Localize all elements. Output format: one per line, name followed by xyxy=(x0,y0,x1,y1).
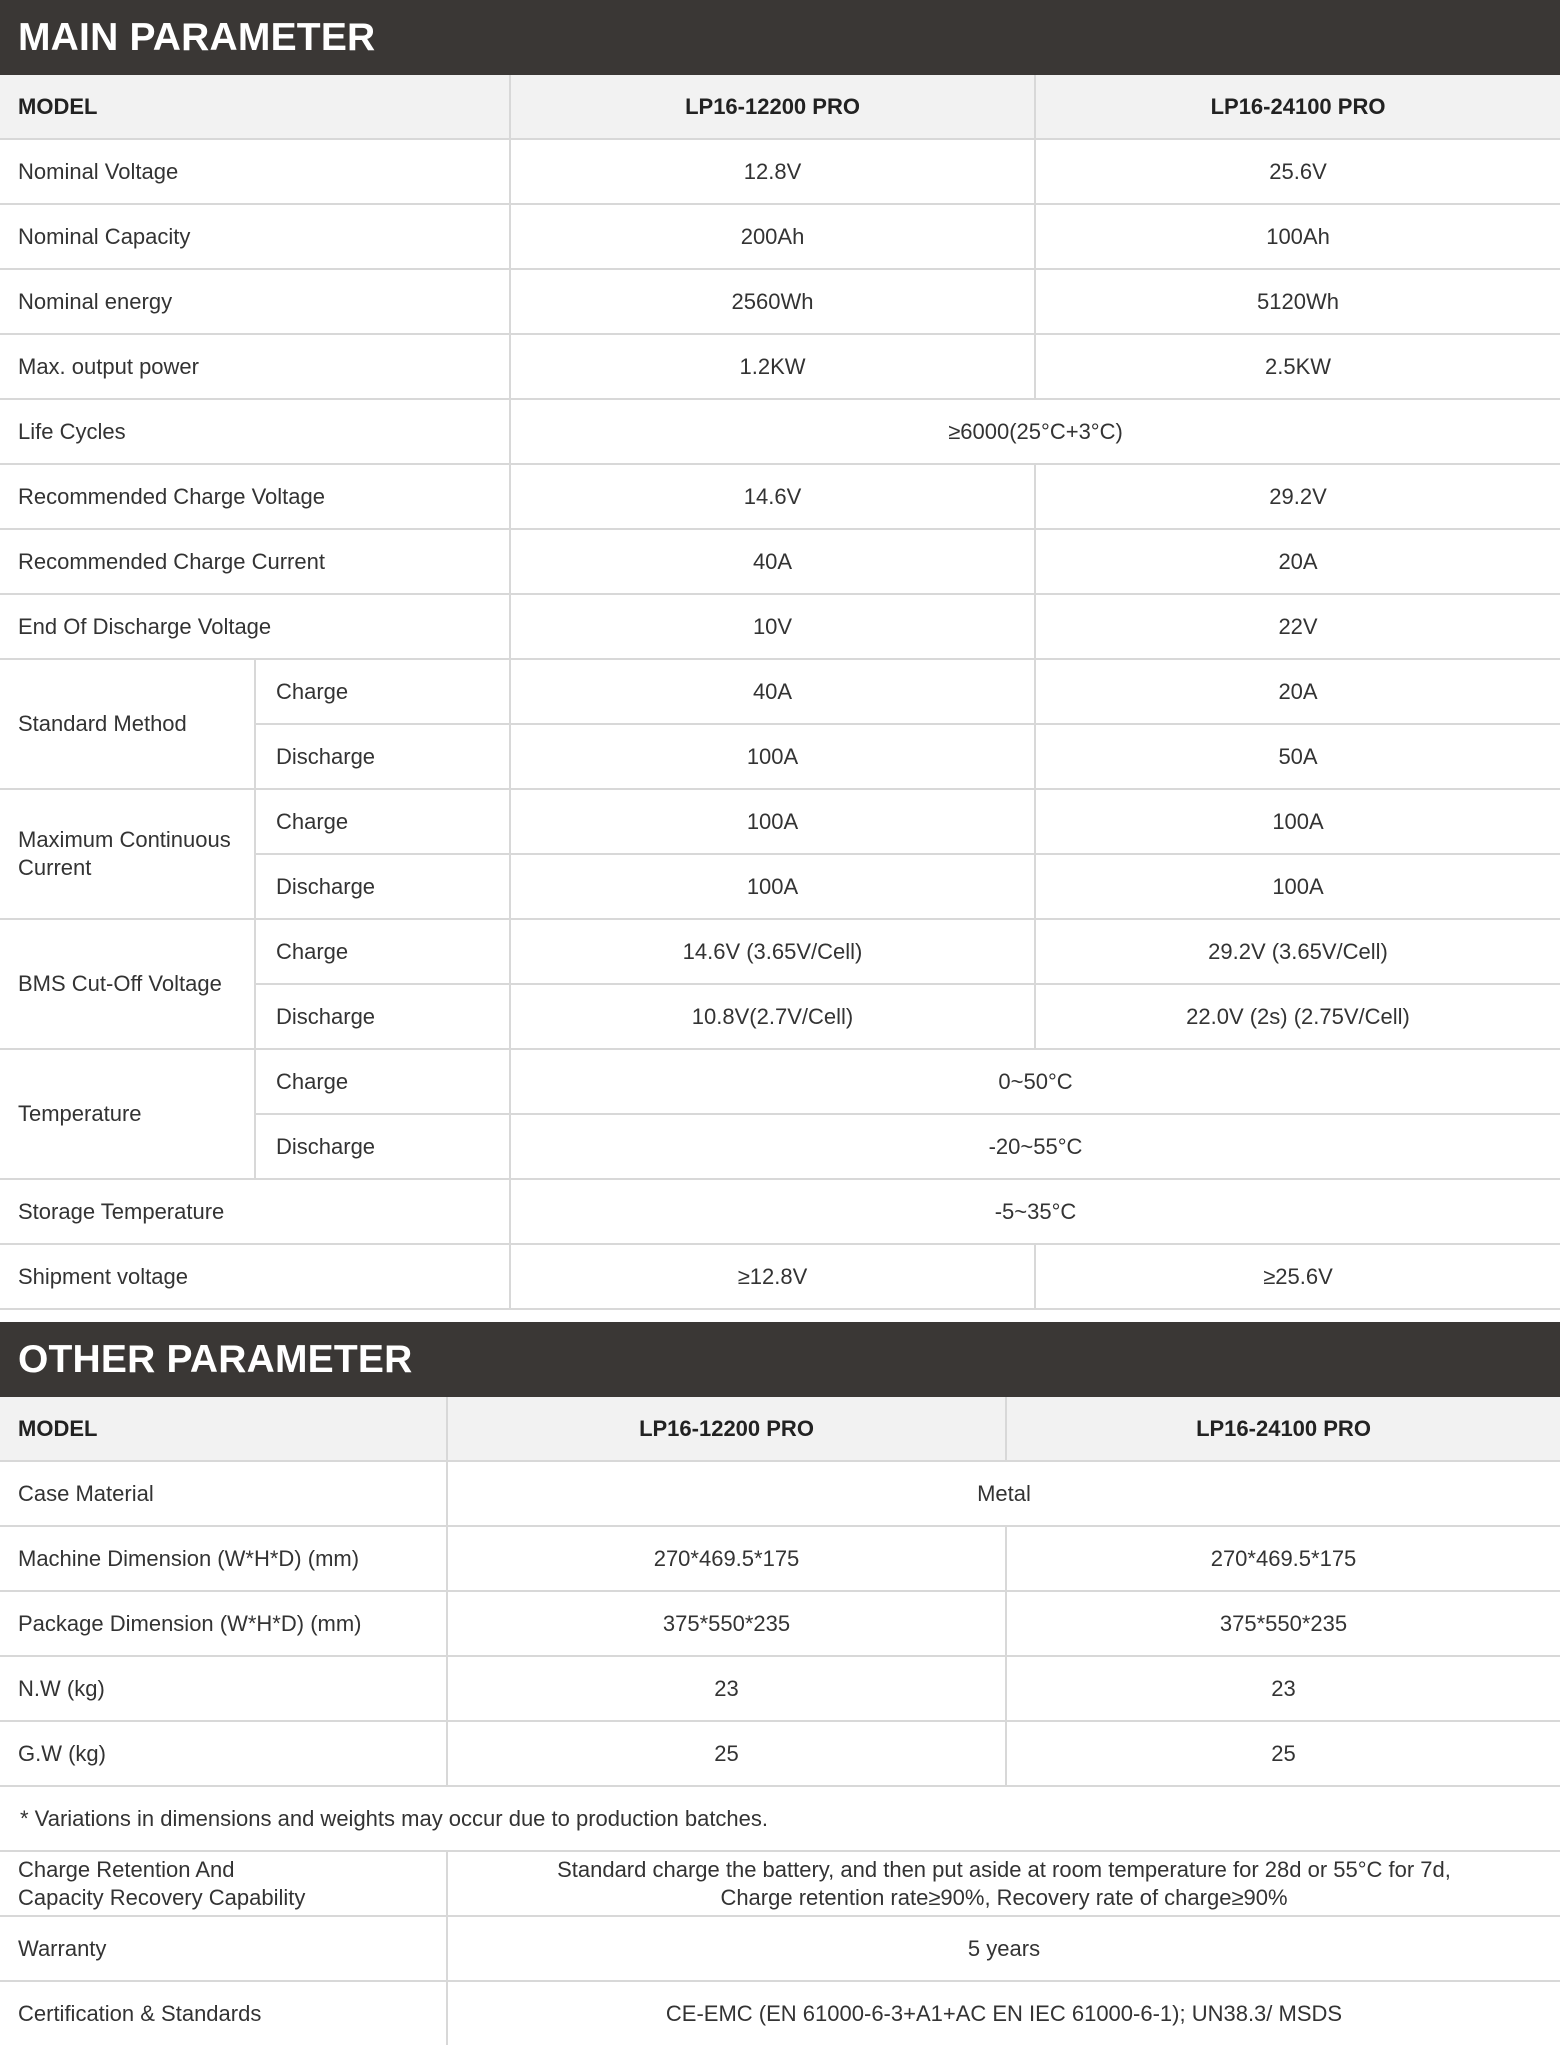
table-row xyxy=(0,659,1560,724)
sub-label: Discharge xyxy=(255,984,510,1049)
other-parameter-table xyxy=(0,1397,1560,2045)
model-col1-header: LP16-12200 PRO xyxy=(510,75,1035,139)
cell-value: 5120Wh xyxy=(1035,269,1560,334)
table-row xyxy=(0,789,1560,854)
cell-value: Metal xyxy=(447,1461,1560,1526)
sub-label: Charge xyxy=(255,919,510,984)
model-header: MODEL xyxy=(0,1397,447,1461)
cell-value: 5 years xyxy=(447,1916,1560,1981)
cell-value: 40A xyxy=(510,659,1035,724)
row-label: Storage Temperature xyxy=(0,1179,510,1244)
cell-value: 10.8V(2.7V/Cell) xyxy=(510,984,1035,1049)
table-row xyxy=(0,1526,1560,1591)
row-label: End Of Discharge Voltage xyxy=(0,594,510,659)
row-label: Max. output power xyxy=(0,334,510,399)
cell-value xyxy=(447,1851,1560,1916)
cell-value: 12.8V xyxy=(510,139,1035,204)
table-row xyxy=(0,269,1560,334)
cell-value: -20~55°C xyxy=(510,1114,1560,1179)
cell-value: 20A xyxy=(1035,529,1560,594)
cell-value: 23 xyxy=(1006,1656,1560,1721)
note-row xyxy=(0,1786,1560,1851)
table-row xyxy=(0,594,1560,659)
row-label: Temperature xyxy=(0,1049,255,1179)
cell-value: 14.6V xyxy=(510,464,1035,529)
row-label: N.W (kg) xyxy=(0,1656,447,1721)
table-row xyxy=(0,1049,1560,1114)
model-header: MODEL xyxy=(0,75,510,139)
cell-value: 22.0V (2s) (2.75V/Cell) xyxy=(1035,984,1560,1049)
cell-value: 29.2V xyxy=(1035,464,1560,529)
row-label: Nominal Voltage xyxy=(0,139,510,204)
cell-value: 200Ah xyxy=(510,204,1035,269)
row-label: Nominal energy xyxy=(0,269,510,334)
cell-value: 100A xyxy=(510,724,1035,789)
row-label: Nominal Capacity xyxy=(0,204,510,269)
cell-value: 20A xyxy=(1035,659,1560,724)
cell-value: 270*469.5*175 xyxy=(447,1526,1006,1591)
cell-value: 25.6V xyxy=(1035,139,1560,204)
row-label-line1: Charge Retention And xyxy=(18,1856,235,1882)
other-parameter-title: OTHER PARAMETER xyxy=(0,1322,1560,1397)
cell-value: ≥25.6V xyxy=(1035,1244,1560,1309)
table-row xyxy=(0,529,1560,594)
row-label xyxy=(0,1851,447,1916)
cell-value: 25 xyxy=(447,1721,1006,1786)
cell-value: -5~35°C xyxy=(510,1179,1560,1244)
model-col2-header: LP16-24100 PRO xyxy=(1006,1397,1560,1461)
row-label: BMS Cut-Off Voltage xyxy=(0,919,255,1049)
row-label: Package Dimension (W*H*D) (mm) xyxy=(0,1591,447,1656)
table-row xyxy=(0,1656,1560,1721)
sub-label: Charge xyxy=(255,1049,510,1114)
table-row xyxy=(0,1916,1560,1981)
cell-value: CE-EMC (EN 61000-6-3+A1+AC EN IEC 61000-6-1); UN38.3/ MSDS xyxy=(665,2000,1343,2026)
cell-value: 100A xyxy=(1035,854,1560,919)
cell-value: 375*550*235 xyxy=(1006,1591,1560,1656)
cell-value: 50A xyxy=(1035,724,1560,789)
row-label-line2: Capacity Recovery Capability xyxy=(18,1884,306,1910)
cell-value: 100Ah xyxy=(1035,204,1560,269)
table-row xyxy=(0,1179,1560,1244)
table-row xyxy=(0,1981,1560,2045)
row-label: Standard Method xyxy=(0,659,255,789)
row-label: Warranty xyxy=(0,1916,447,1981)
table-row xyxy=(0,1851,1560,1916)
sub-label: Discharge xyxy=(255,724,510,789)
row-label xyxy=(0,789,255,919)
table-header-row xyxy=(0,1397,1560,1461)
row-label: Case Material xyxy=(0,1461,447,1526)
cell-value: 2560Wh xyxy=(510,269,1035,334)
cell-value: 1.2KW xyxy=(510,334,1035,399)
cell-value: 375*550*235 xyxy=(447,1591,1006,1656)
row-label: G.W (kg) xyxy=(0,1721,447,1786)
table-row xyxy=(0,334,1560,399)
table-header-row xyxy=(0,75,1560,139)
cell-value: ≥6000(25°C+3°C) xyxy=(510,399,1560,464)
sub-label: Charge xyxy=(255,659,510,724)
cell-value: ≥12.8V xyxy=(510,1244,1035,1309)
table-row xyxy=(0,139,1560,204)
section-spacer xyxy=(0,1310,1560,1322)
cell-value: 0~50°C xyxy=(510,1049,1560,1114)
cell-value: 14.6V (3.65V/Cell) xyxy=(510,919,1035,984)
cell-value: 29.2V (3.65V/Cell) xyxy=(1035,919,1560,984)
cell-value: 100A xyxy=(510,854,1035,919)
cell-value: 100A xyxy=(1035,789,1560,854)
table-row xyxy=(0,399,1560,464)
row-label: Life Cycles xyxy=(0,399,510,464)
cell-value: 25 xyxy=(1006,1721,1560,1786)
footnote: * Variations in dimensions and weights may occur due to production batches. xyxy=(0,1786,1560,1851)
table-row xyxy=(0,1244,1560,1309)
main-parameter-table xyxy=(0,75,1560,1310)
table-row xyxy=(0,1591,1560,1656)
model-col2-header: LP16-24100 PRO xyxy=(1035,75,1560,139)
value-line1: Standard charge the battery, and then put aside at room temperature for 28d or 55°C for 7d, xyxy=(557,1856,1451,1882)
row-label-line1: Maximum Continuous xyxy=(18,827,231,852)
cell-value: 100A xyxy=(510,789,1035,854)
row-label: Recommended Charge Voltage xyxy=(0,464,510,529)
sub-label: Discharge xyxy=(255,1114,510,1179)
cell-value: 40A xyxy=(510,529,1035,594)
value-line2: Charge retention rate≥90%, Recovery rate of charge≥90% xyxy=(720,1884,1288,1910)
row-label: Machine Dimension (W*H*D) (mm) xyxy=(0,1526,447,1591)
row-label: Recommended Charge Current xyxy=(0,529,510,594)
main-parameter-title: MAIN PARAMETER xyxy=(0,0,1560,75)
cell-value: 23 xyxy=(447,1656,1006,1721)
table-row xyxy=(0,1461,1560,1526)
table-row xyxy=(0,204,1560,269)
row-label-line2: Current xyxy=(18,855,92,880)
table-row xyxy=(0,464,1560,529)
sub-label: Discharge xyxy=(255,854,510,919)
table-row xyxy=(0,919,1560,984)
row-label: Certification & Standards xyxy=(0,1981,447,2045)
cell-value: 10V xyxy=(510,594,1035,659)
sub-label: Charge xyxy=(255,789,510,854)
table-row xyxy=(0,1721,1560,1786)
row-label: Shipment voltage xyxy=(0,1244,510,1309)
cell-value: 270*469.5*175 xyxy=(1006,1526,1560,1591)
cell-value: 2.5KW xyxy=(1035,334,1560,399)
model-col1-header: LP16-12200 PRO xyxy=(447,1397,1006,1461)
cell-value: 22V xyxy=(1035,594,1560,659)
